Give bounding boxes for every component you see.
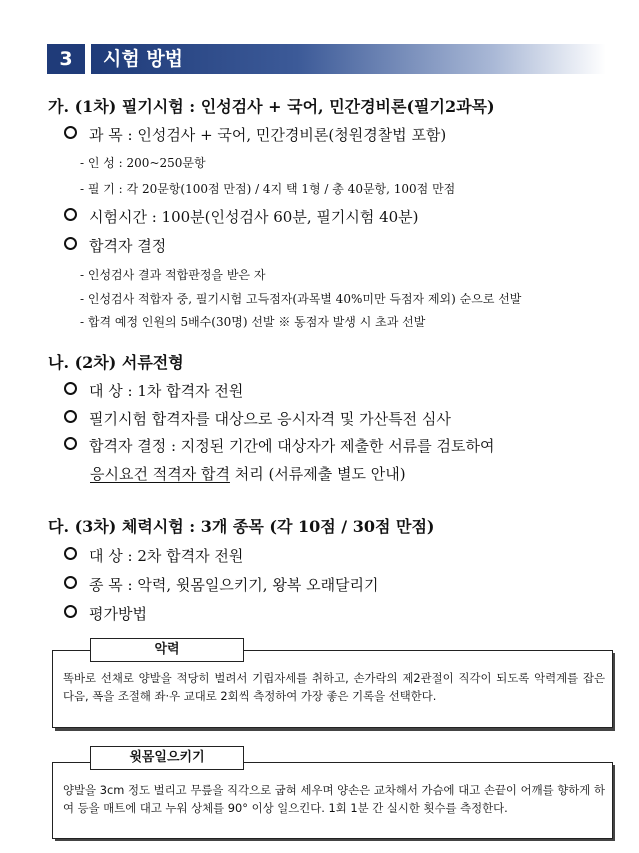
bullet-circle-icon: [64, 237, 77, 250]
tab-divider: [244, 650, 250, 651]
part-b-review: [64, 408, 451, 429]
part-b-decision-cont: [90, 463, 406, 484]
section-number: 3: [47, 44, 85, 74]
part-c-method-text: 평가방법: [89, 605, 147, 623]
part-b-decision-underlined: 응시요건 적격자 합격: [90, 465, 230, 483]
part-b-decision-text: 합격자 결정 : 지정된 기간에 대상자가 제출한 서류를 검토하여: [89, 437, 495, 455]
box-shadow: [55, 728, 615, 731]
part-a-decision-text: 합격자 결정: [89, 237, 167, 255]
situp-box-title: 윗몸일으키기: [90, 746, 244, 770]
part-a-decision-detail: - 합격 예정 인원의 5배수(30명) 선발 ※ 동점자 발생 시 초과 선발: [80, 315, 426, 329]
bullet-circle-icon: [64, 410, 77, 423]
bullet-circle-icon: [64, 437, 77, 450]
part-a-decision-detail: - 인성검사 적합자 중, 필기시험 고득점자(과목별 40%미만 득점자 제외) 순으로 선발: [80, 292, 522, 306]
part-a-time: [64, 206, 419, 227]
part-c-events-text: 종 목 : 악력, 윗몸일으키기, 왕복 오래달리기: [89, 576, 379, 594]
part-b-decision: [64, 435, 494, 456]
bullet-circle-icon: [64, 382, 77, 395]
bullet-circle-icon: [64, 576, 77, 589]
part-b-target-text: 대 상 : 1차 합격자 전원: [89, 382, 244, 400]
part-c-heading: 다. (3차) 체력시험 : 3개 종목 (각 10점 / 30점 만점): [48, 517, 435, 536]
bullet-circle-icon: [64, 547, 77, 560]
part-b-target: [64, 380, 243, 401]
part-a-decision: [64, 235, 166, 256]
part-a-time-text: 시험시간 : 100분(인성검사 60분, 필기시험 40분): [89, 208, 419, 226]
grip-box-title: 악력: [90, 638, 244, 662]
part-c-target-text: 대 상 : 2차 합격자 전원: [89, 547, 244, 565]
part-a-subject-detail: - 필 기 : 각 20문항(100점 만점) / 4지 택 1형 / 총 40문항, 100점 만점: [80, 182, 456, 196]
part-c-method: [64, 603, 147, 624]
bullet-circle-icon: [64, 126, 77, 139]
bullet-circle-icon: [64, 605, 77, 618]
part-a-subject-detail: - 인 성 : 200~250문항: [80, 156, 206, 170]
situp-box-text: 양발을 3cm 정도 벌리고 무릎을 직각으로 굽혀 세우며 양손은 교차해서 가슴에 대고 손끝이 어깨를 향하게 하여 등을 매트에 대고 누워 상체를 90° 이상 일으킨다. 1회 1분 간 실시한 횟수를 측정한다.: [63, 783, 605, 815]
part-a-subjects-text: 과 목 : 인성검사 + 국어, 민간경비론(청원경찰법 포함): [89, 126, 447, 144]
bullet-circle-icon: [64, 208, 77, 221]
part-c-target: [64, 545, 243, 566]
part-b-heading: 나. (2차) 서류전형: [48, 353, 184, 372]
part-c-events: [64, 574, 379, 595]
part-a-heading: 가. (1차) 필기시험 : 인성검사 + 국어, 민간경비론(필기2과목): [48, 97, 495, 116]
part-b-decision-rest: 처리 (서류제출 별도 안내): [229, 465, 406, 483]
grip-box-text: 똑바로 선채로 양발을 적당히 벌려서 기립자세를 취하고, 손가락의 제2관절이 직각이 되도록 악력계를 잡은 다음, 폭을 조절해 좌·우 교대로 2회씩 측정하여 가장 좋은 기록을 선택한다.: [63, 671, 605, 703]
tab-divider: [244, 762, 250, 763]
part-a-subjects: [64, 124, 446, 145]
part-b-review-text: 필기시험 합격자를 대상으로 응시자격 및 가산특전 심사: [89, 410, 451, 428]
section-title: 시험 방법: [91, 44, 606, 74]
part-a-decision-detail: - 인성검사 결과 적합판정을 받은 자: [80, 268, 266, 282]
